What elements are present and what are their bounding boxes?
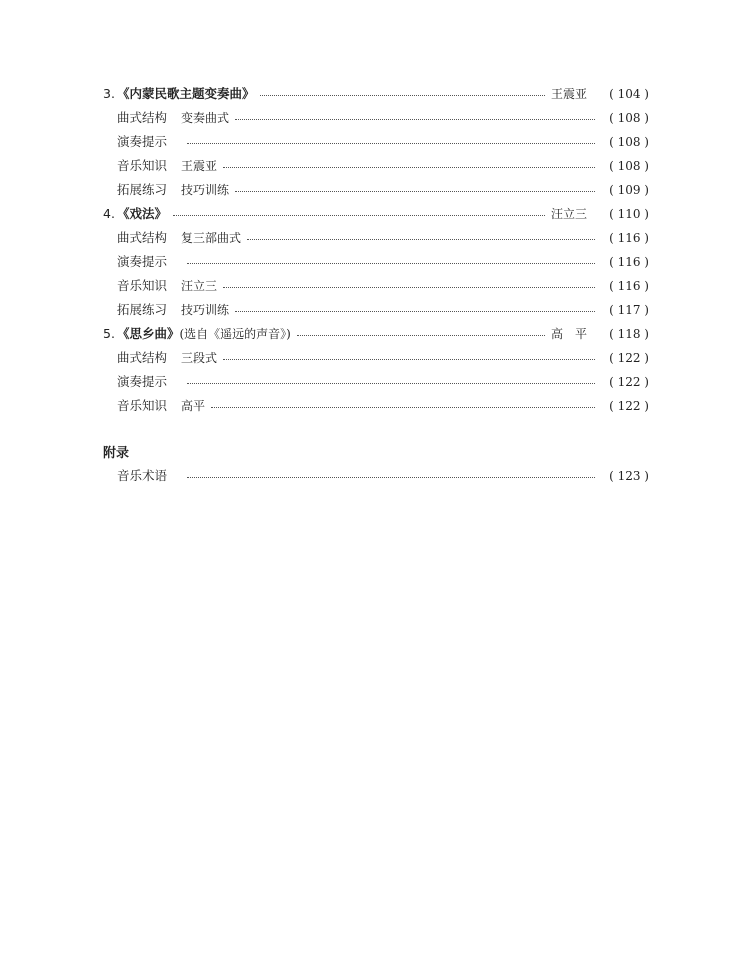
entry-author: 高 平 xyxy=(550,327,587,341)
dot-leader xyxy=(187,252,595,272)
appendix-heading: 附录 xyxy=(103,446,130,461)
page-number: ( 116 ) xyxy=(609,231,649,245)
entry-title: 《思乡曲》 xyxy=(116,326,180,341)
entry-author: 汪立三 xyxy=(550,207,587,221)
entry-label: 拓展练习 xyxy=(117,182,168,197)
entry-note: (选自《遥远的声音》) xyxy=(179,327,291,341)
toc-entry-sub[interactable] xyxy=(117,348,649,368)
toc-entry-sub[interactable] xyxy=(117,108,649,128)
page-number: ( 116 ) xyxy=(609,279,649,293)
toc-entry-appendix[interactable] xyxy=(117,466,649,486)
entry-label: 音乐知识 xyxy=(117,278,168,293)
toc-entry-sub[interactable] xyxy=(117,372,649,392)
dot-leader xyxy=(187,372,595,392)
toc-entry-heading[interactable] xyxy=(103,324,649,344)
entry-title: 《内蒙民歌主题变奏曲》 xyxy=(116,86,255,101)
toc-entry-heading[interactable] xyxy=(103,204,649,224)
page-number: ( 110 ) xyxy=(609,207,649,221)
entry-label: 演奏提示 xyxy=(117,374,168,389)
entry-detail: 复三部曲式 xyxy=(181,231,242,245)
page-number: ( 116 ) xyxy=(609,255,649,269)
entry-label: 曲式结构 xyxy=(117,230,168,245)
toc-entry-sub[interactable] xyxy=(117,396,649,416)
entry-label: 拓展练习 xyxy=(117,302,168,317)
entry-detail: 技巧训练 xyxy=(181,303,230,317)
entry-detail: 王震亚 xyxy=(181,159,218,173)
dot-leader xyxy=(223,348,595,368)
page-number: ( 108 ) xyxy=(609,111,649,125)
dot-leader xyxy=(235,108,595,128)
entry-detail: 技巧训练 xyxy=(181,183,230,197)
entry-number: 5. xyxy=(103,326,115,341)
page-number: ( 122 ) xyxy=(609,399,649,413)
dot-leader xyxy=(187,132,595,152)
entry-author: 王震亚 xyxy=(550,87,587,101)
dot-leader xyxy=(223,156,595,176)
entry-detail: 三段式 xyxy=(181,351,218,365)
dot-leader xyxy=(297,324,545,344)
entry-title: 《戏法》 xyxy=(116,206,167,221)
page-number: ( 117 ) xyxy=(609,303,649,317)
entry-number: 4. xyxy=(103,206,115,221)
toc-entry-heading[interactable] xyxy=(103,84,649,104)
page-number: ( 109 ) xyxy=(609,183,649,197)
page-number: ( 104 ) xyxy=(609,87,649,101)
dot-leader xyxy=(173,204,545,224)
entry-label: 曲式结构 xyxy=(117,110,168,125)
toc-entry-sub[interactable] xyxy=(117,180,649,200)
entry-label: 演奏提示 xyxy=(117,134,168,149)
dot-leader xyxy=(235,300,595,320)
entry-label: 演奏提示 xyxy=(117,254,168,269)
dot-leader xyxy=(235,180,595,200)
toc-entry-sub[interactable] xyxy=(117,156,649,176)
toc-entry-sub[interactable] xyxy=(117,132,649,152)
toc-entry-sub[interactable] xyxy=(117,300,649,320)
dot-leader xyxy=(223,276,595,296)
entry-label: 音乐知识 xyxy=(117,158,168,173)
entry-label: 音乐知识 xyxy=(117,398,168,413)
toc-entry-sub[interactable] xyxy=(117,252,649,272)
entry-detail: 变奏曲式 xyxy=(181,111,230,125)
entry-detail: 高平 xyxy=(181,399,206,413)
page-number: ( 123 ) xyxy=(609,469,649,483)
page-number: ( 118 ) xyxy=(609,327,649,341)
entry-label: 音乐术语 xyxy=(117,468,168,483)
entry-detail: 汪立三 xyxy=(181,279,218,293)
page-number: ( 108 ) xyxy=(609,159,649,173)
toc-entry-sub[interactable] xyxy=(117,228,649,248)
page-number: ( 122 ) xyxy=(609,375,649,389)
page-number: ( 108 ) xyxy=(609,135,649,149)
toc-entry-sub[interactable] xyxy=(117,276,649,296)
dot-leader xyxy=(260,84,545,104)
dot-leader xyxy=(211,396,595,416)
page-number: ( 122 ) xyxy=(609,351,649,365)
entry-number: 3. xyxy=(103,86,115,101)
entry-label: 曲式结构 xyxy=(117,350,168,365)
dot-leader xyxy=(187,466,595,486)
dot-leader xyxy=(247,228,595,248)
